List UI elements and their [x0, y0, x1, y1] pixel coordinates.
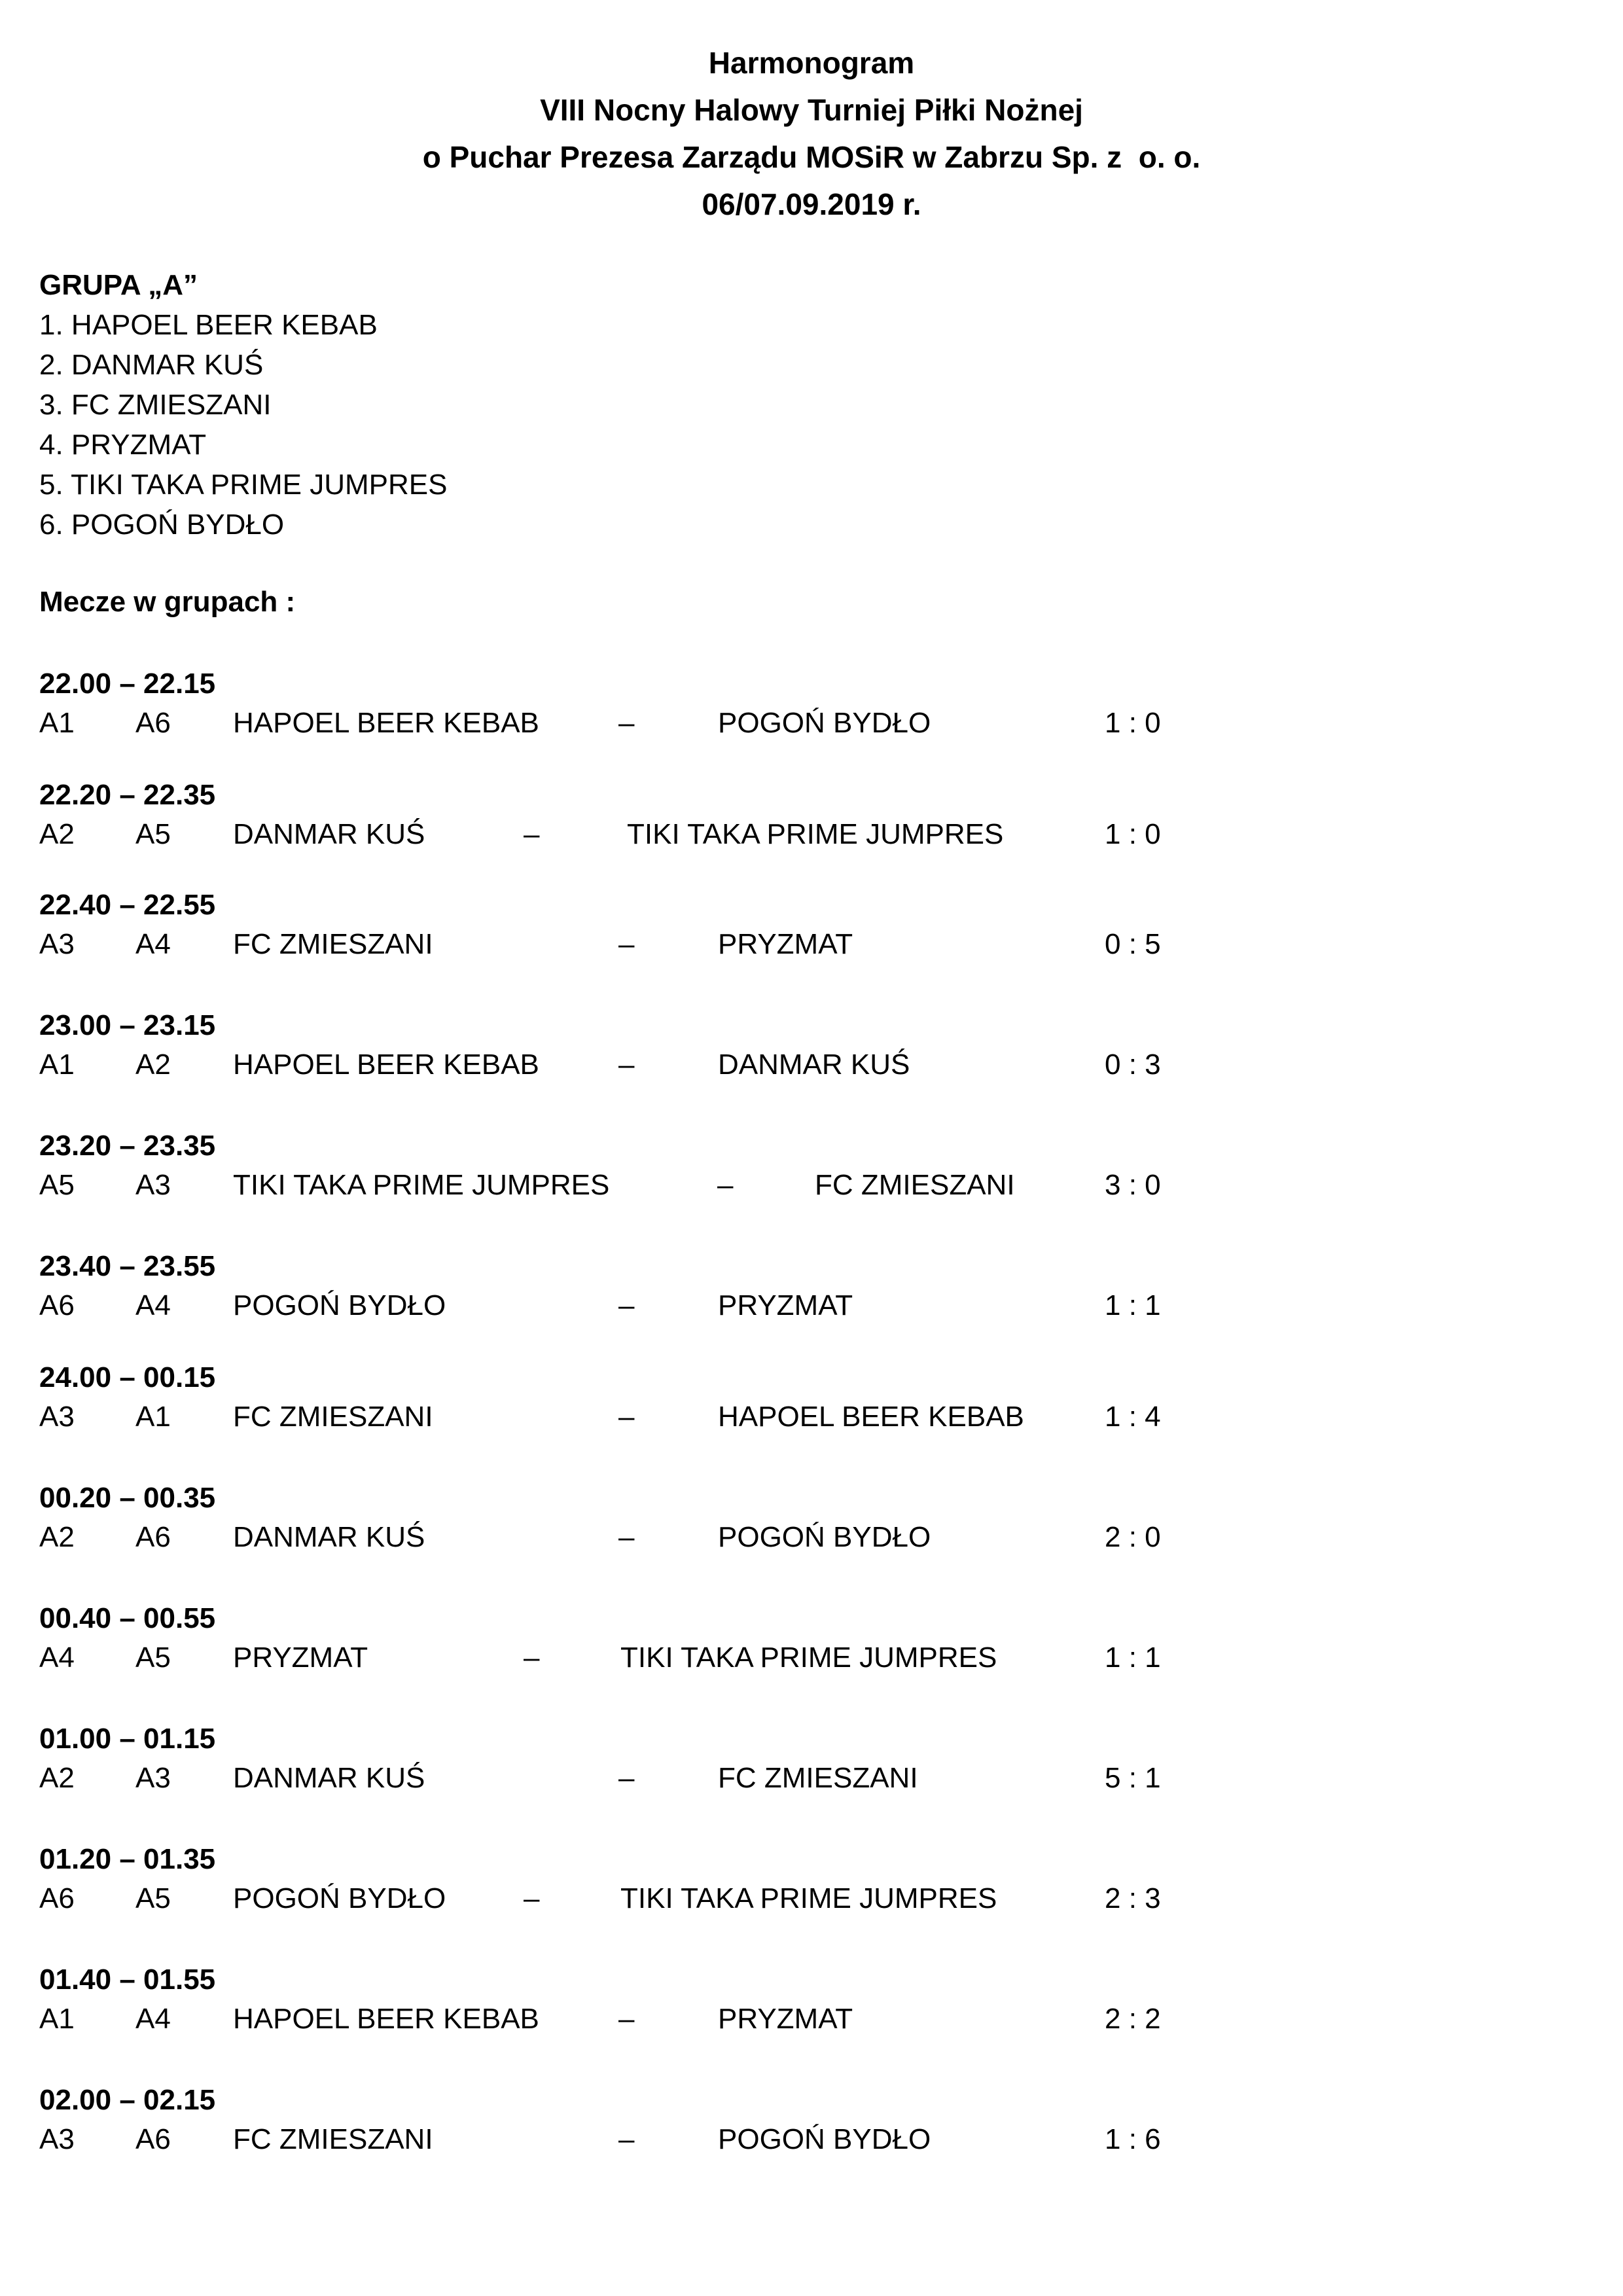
home-code: A1 — [39, 2003, 75, 2035]
away-team: POGOŃ BYDŁO — [718, 1521, 931, 1553]
match-block — [0, 668, 1623, 753]
match-block — [0, 2084, 1623, 2169]
home-team: FC ZMIESZANI — [233, 2123, 433, 2155]
home-code: A1 — [39, 707, 75, 739]
away-code: A3 — [135, 1762, 171, 1794]
home-code: A2 — [39, 1762, 75, 1794]
match-row — [0, 818, 1623, 857]
home-team: PRYZMAT — [233, 1641, 368, 1674]
match-dash: – — [524, 1641, 540, 1674]
match-dash: – — [524, 818, 540, 850]
match-block — [0, 1250, 1623, 1335]
home-team: POGOŃ BYDŁO — [233, 1289, 446, 1321]
home-team: FC ZMIESZANI — [233, 928, 433, 960]
away-team: TIKI TAKA PRIME JUMPRES — [627, 818, 1004, 850]
match-score: 5 : 1 — [1105, 1762, 1161, 1794]
home-team: TIKI TAKA PRIME JUMPRES — [233, 1169, 610, 1201]
match-dash: – — [717, 1169, 734, 1201]
match-block — [0, 889, 1623, 974]
home-team: DANMAR KUŚ — [233, 1762, 425, 1794]
away-team: HAPOEL BEER KEBAB — [718, 1401, 1024, 1433]
match-score: 1 : 4 — [1105, 1401, 1161, 1433]
match-score: 2 : 0 — [1105, 1521, 1161, 1553]
match-row — [0, 1882, 1623, 1922]
match-time: 00.20 – 00.35 — [39, 1482, 216, 1514]
match-time: 01.40 – 01.55 — [39, 1964, 216, 1996]
match-score: 3 : 0 — [1105, 1169, 1161, 1201]
match-block — [0, 779, 1623, 864]
home-code: A3 — [39, 928, 75, 960]
home-team: HAPOEL BEER KEBAB — [233, 707, 539, 739]
group-team: 2. DANMAR KUŚ — [39, 349, 264, 381]
home-code: A3 — [39, 1401, 75, 1433]
match-time: 01.00 – 01.15 — [39, 1723, 216, 1755]
match-score: 1 : 6 — [1105, 2123, 1161, 2155]
group-team: 4. PRYZMAT — [39, 429, 207, 461]
match-time: 22.20 – 22.35 — [39, 779, 216, 811]
home-code: A6 — [39, 1289, 75, 1321]
away-code: A3 — [135, 1169, 171, 1201]
group-list — [39, 265, 448, 545]
match-row — [0, 1762, 1623, 1801]
match-block — [0, 1361, 1623, 1446]
home-team: DANMAR KUŚ — [233, 818, 425, 850]
match-row — [0, 1401, 1623, 1440]
match-time: 02.00 – 02.15 — [39, 2084, 216, 2116]
away-code: A5 — [135, 1641, 171, 1674]
away-team: PRYZMAT — [718, 928, 853, 960]
away-code: A4 — [135, 2003, 171, 2035]
home-code: A3 — [39, 2123, 75, 2155]
home-code: A5 — [39, 1169, 75, 1201]
match-row — [0, 1641, 1623, 1681]
match-time: 00.40 – 00.55 — [39, 1602, 216, 1634]
match-score: 0 : 5 — [1105, 928, 1161, 960]
away-code: A4 — [135, 1289, 171, 1321]
match-block — [0, 1130, 1623, 1215]
away-code: A2 — [135, 1049, 171, 1081]
match-row — [0, 2123, 1623, 2162]
match-time: 22.40 – 22.55 — [39, 889, 216, 921]
match-dash: – — [618, 2003, 635, 2035]
away-code: A6 — [135, 1521, 171, 1553]
group-team: 5. TIKI TAKA PRIME JUMPRES — [39, 469, 448, 501]
home-team: HAPOEL BEER KEBAB — [233, 1049, 539, 1081]
group-team: 1. HAPOEL BEER KEBAB — [39, 309, 378, 341]
match-row — [0, 1049, 1623, 1088]
match-block — [0, 1482, 1623, 1567]
document-header — [0, 39, 1623, 228]
match-row — [0, 1169, 1623, 1208]
match-dash: – — [618, 1762, 635, 1794]
home-team: POGOŃ BYDŁO — [233, 1882, 446, 1914]
away-team: POGOŃ BYDŁO — [718, 707, 931, 739]
home-team: HAPOEL BEER KEBAB — [233, 2003, 539, 2035]
match-row — [0, 928, 1623, 967]
away-code: A1 — [135, 1401, 171, 1433]
away-team: PRYZMAT — [718, 1289, 853, 1321]
group-team: 6. POGOŃ BYDŁO — [39, 509, 285, 541]
match-block — [0, 1843, 1623, 1928]
match-block — [0, 1009, 1623, 1094]
match-row — [0, 707, 1623, 746]
matches-heading: Mecze w grupach : — [39, 586, 296, 618]
away-team: DANMAR KUŚ — [718, 1049, 910, 1081]
away-team: FC ZMIESZANI — [718, 1762, 918, 1794]
match-time: 01.20 – 01.35 — [39, 1843, 216, 1875]
match-block — [0, 1602, 1623, 1687]
away-team: TIKI TAKA PRIME JUMPRES — [620, 1641, 997, 1674]
home-code: A2 — [39, 1521, 75, 1553]
home-code: A4 — [39, 1641, 75, 1674]
match-time: 24.00 – 00.15 — [39, 1361, 216, 1393]
home-team: DANMAR KUŚ — [233, 1521, 425, 1553]
match-dash: – — [618, 928, 635, 960]
home-code: A1 — [39, 1049, 75, 1081]
home-code: A2 — [39, 818, 75, 850]
match-dash: – — [618, 2123, 635, 2155]
away-code: A4 — [135, 928, 171, 960]
match-dash: – — [618, 1049, 635, 1081]
away-code: A6 — [135, 707, 171, 739]
away-team: POGOŃ BYDŁO — [718, 2123, 931, 2155]
match-block — [0, 1964, 1623, 2049]
doc-title: Harmonogram — [708, 46, 915, 80]
match-score: 1 : 1 — [1105, 1289, 1161, 1321]
match-row — [0, 1289, 1623, 1329]
group-title: GRUPA „A” — [39, 269, 198, 301]
match-time: 23.40 – 23.55 — [39, 1250, 216, 1282]
tournament-date: 06/07.09.2019 r. — [702, 187, 921, 221]
away-code: A5 — [135, 818, 171, 850]
match-dash: – — [618, 1289, 635, 1321]
match-row — [0, 1521, 1623, 1560]
match-dash: – — [524, 1882, 540, 1914]
match-time: 23.00 – 23.15 — [39, 1009, 216, 1041]
match-score: 2 : 2 — [1105, 2003, 1161, 2035]
match-score: 1 : 0 — [1105, 707, 1161, 739]
match-score: 2 : 3 — [1105, 1882, 1161, 1914]
match-block — [0, 1723, 1623, 1808]
home-code: A6 — [39, 1882, 75, 1914]
away-team: TIKI TAKA PRIME JUMPRES — [620, 1882, 997, 1914]
match-dash: – — [618, 1521, 635, 1553]
match-score: 1 : 1 — [1105, 1641, 1161, 1674]
home-team: FC ZMIESZANI — [233, 1401, 433, 1433]
match-time: 22.00 – 22.15 — [39, 668, 216, 700]
away-team: FC ZMIESZANI — [815, 1169, 1015, 1201]
away-code: A5 — [135, 1882, 171, 1914]
group-team: 3. FC ZMIESZANI — [39, 389, 272, 421]
tournament-subtitle: o Puchar Prezesa Zarządu MOSiR w Zabrzu Sp. z o. o. — [422, 140, 1201, 174]
match-dash: – — [618, 1401, 635, 1433]
match-dash: – — [618, 707, 635, 739]
match-score: 1 : 0 — [1105, 818, 1161, 850]
tournament-name: VIII Nocny Halowy Turniej Piłki Nożnej — [540, 93, 1083, 127]
away-team: PRYZMAT — [718, 2003, 853, 2035]
match-score: 0 : 3 — [1105, 1049, 1161, 1081]
match-time: 23.20 – 23.35 — [39, 1130, 216, 1162]
match-row — [0, 2003, 1623, 2042]
away-code: A6 — [135, 2123, 171, 2155]
